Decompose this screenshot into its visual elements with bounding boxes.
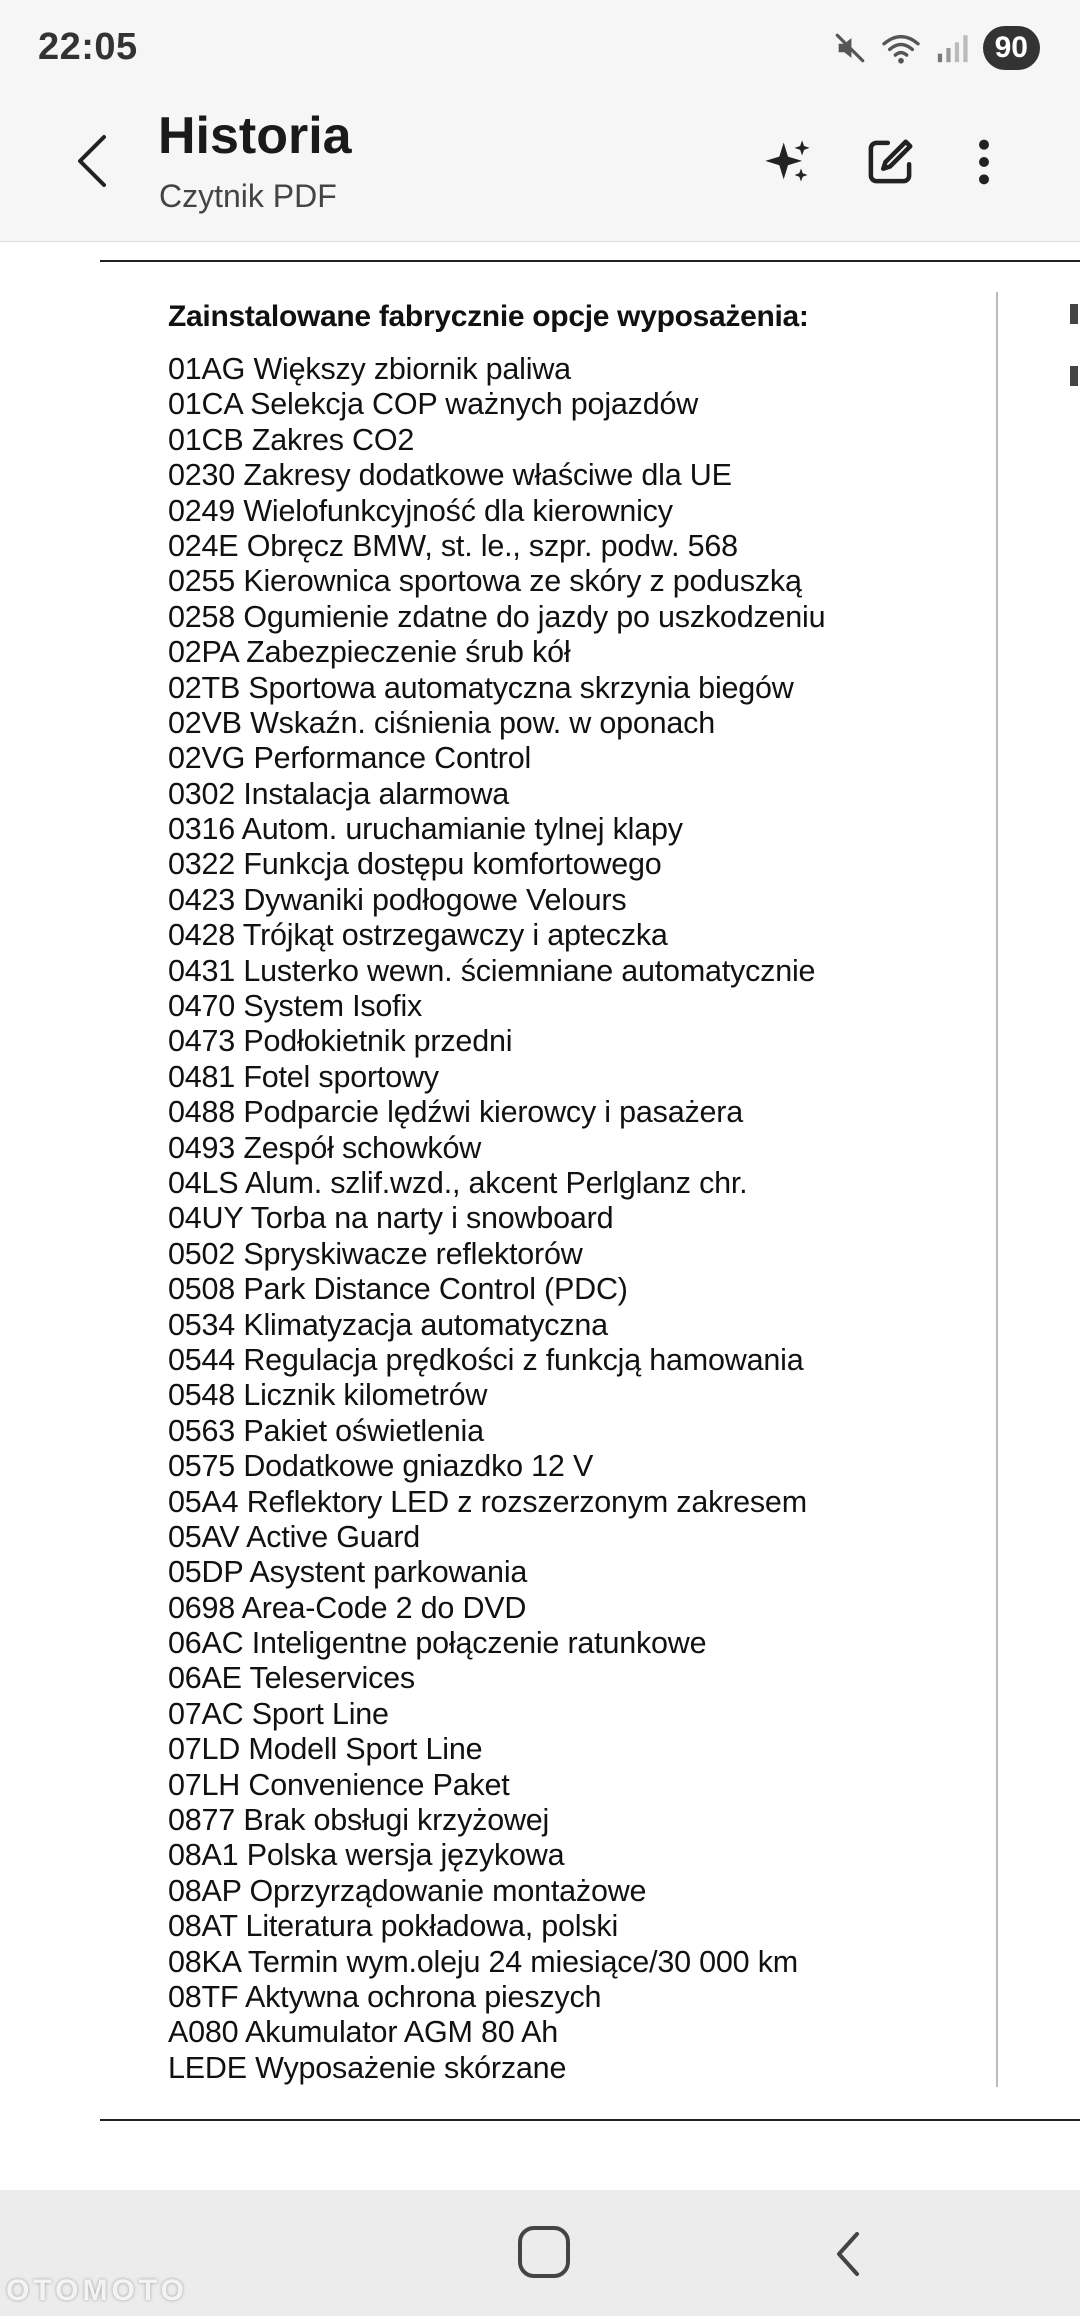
ai-assist-button[interactable] [756, 130, 820, 194]
option-item: 0493 Zespół schowków [168, 1130, 482, 1165]
back-button[interactable] [62, 126, 122, 196]
pdf-viewer[interactable] [0, 242, 1080, 2190]
option-item: 0423 Dywaniki podłogowe Velours [168, 882, 627, 917]
option-item: 07LH Convenience Paket [168, 1767, 510, 1802]
wifi-icon [881, 31, 921, 65]
sparkle-ai-icon [762, 136, 814, 188]
option-item: 08TF Aktywna ochrona pieszych [168, 1979, 602, 2014]
option-item: 0428 Trójkąt ostrzegawczy i apteczka [168, 918, 668, 953]
option-item: 0877 Brak obsługi krzyżowej [168, 1803, 550, 1838]
option-item: 02VB Wskaźn. ciśnienia pow. w oponach [168, 705, 715, 740]
option-item: 0316 Autom. uruchamianie tylnej klapy [168, 812, 683, 847]
option-item: 06AE Teleservices [168, 1661, 415, 1696]
option-item: 0470 System Isofix [168, 989, 423, 1024]
option-item: 0302 Instalacja alarmowa [168, 776, 510, 811]
page-subtitle: Czytnik PDF [159, 178, 337, 214]
option-item: 0502 Spryskiwacze reflektorów [168, 1236, 583, 1271]
next-page-edge [1070, 304, 1078, 324]
option-item: 024E Obręcz BMW, st. le., szpr. podw. 568 [168, 528, 738, 563]
option-item: 08KA Termin wym.oleju 24 miesiące/30 000 km [168, 1944, 798, 1979]
battery-indicator: 90 [983, 26, 1040, 70]
page-border-top [100, 260, 1080, 262]
signal-icon [935, 31, 969, 65]
option-item: 0488 Podparcie lędźwi kierowcy i pasażera [168, 1095, 743, 1130]
option-item: 0258 Ogumienie zdatne do jazdy po uszkodzeniu [168, 599, 826, 634]
next-page-edge [1070, 366, 1078, 386]
edit-button[interactable] [858, 130, 922, 194]
option-item: 07AC Sport Line [168, 1696, 389, 1731]
option-item: 0575 Dodatkowe gniazdko 12 V [168, 1449, 594, 1484]
option-item: 0473 Podłokietnik przedni [168, 1024, 513, 1059]
option-item: 04LS Alum. szlif.wzd., akcent Perlglanz chr. [168, 1165, 748, 1200]
option-item: LEDE Wyposażenie skórzane [168, 2050, 567, 2085]
option-item: 0534 Klimatyzacja automatyczna [168, 1307, 608, 1342]
watermark: OTOMOTO [6, 2274, 188, 2307]
back-nav-button[interactable] [826, 2224, 870, 2284]
option-item: 0255 Kierownica sportowa ze skóry z poduszką [168, 564, 802, 599]
options-list [168, 352, 825, 2086]
document-heading: Zainstalowane fabrycznie opcje wyposażenia: [168, 300, 809, 333]
chevron-left-icon [74, 133, 110, 189]
more-options-button[interactable] [952, 130, 1016, 194]
option-item: 01CA Selekcja COP ważnych pojazdów [168, 387, 699, 422]
option-item: 0698 Area-Code 2 do DVD [168, 1590, 527, 1625]
back-arrow-icon [833, 2230, 863, 2278]
option-item: 0249 Wielofunkcyjność dla kierownicy [168, 493, 673, 528]
app-bar [0, 96, 1080, 242]
option-item: 05A4 Reflektory LED z rozszerzonym zakresem [168, 1484, 807, 1519]
page-border-bottom [100, 2119, 1080, 2121]
page-title: Historia [158, 107, 352, 165]
option-item: A080 Akumulator AGM 80 Ah [168, 2015, 559, 2050]
option-item: 06AC Inteligentne połączenie ratunkowe [168, 1626, 707, 1661]
option-item: 02VG Performance Control [168, 741, 532, 776]
option-item: 0563 Pakiet oświetlenia [168, 1413, 484, 1448]
status-time: 22:05 [38, 26, 138, 68]
option-item: 02PA Zabezpieczenie śrub kół [168, 635, 571, 670]
option-item: 0230 Zakresy dodatkowe właściwe dla UE [168, 458, 732, 493]
option-item: 01CB Zakres CO2 [168, 422, 415, 457]
status-icons [833, 24, 1040, 72]
table-divider [996, 292, 998, 2087]
option-item: 0508 Park Distance Control (PDC) [168, 1272, 628, 1307]
option-item: 01AG Większy zbiornik paliwa [168, 352, 571, 386]
option-item: 08AP Oprzyrządowanie montażowe [168, 1873, 647, 1908]
option-item: 0322 Funkcja dostępu komfortowego [168, 847, 662, 882]
edit-icon [863, 135, 917, 189]
option-item: 05DP Asystent parkowania [168, 1555, 528, 1590]
home-button[interactable] [518, 2226, 570, 2278]
option-item: 0544 Regulacja prędkości z funkcją hamowania [168, 1342, 804, 1377]
more-vert-icon [974, 136, 994, 188]
option-item: 08AT Literatura pokładowa, polski [168, 1909, 619, 1944]
option-item: 08A1 Polska wersja językowa [168, 1838, 565, 1873]
option-item: 07LD Modell Sport Line [168, 1732, 483, 1767]
mute-icon [833, 31, 867, 65]
option-item: 0431 Lusterko wewn. ściemniane automatycznie [168, 953, 816, 988]
option-item: 04UY Torba na narty i snowboard [168, 1201, 614, 1236]
option-item: 0481 Fotel sportowy [168, 1059, 439, 1094]
option-item: 02TB Sportowa automatyczna skrzynia biegów [168, 670, 794, 705]
option-item: 0548 Licznik kilometrów [168, 1378, 488, 1413]
option-item: 05AV Active Guard [168, 1519, 421, 1554]
status-bar [0, 0, 1080, 96]
